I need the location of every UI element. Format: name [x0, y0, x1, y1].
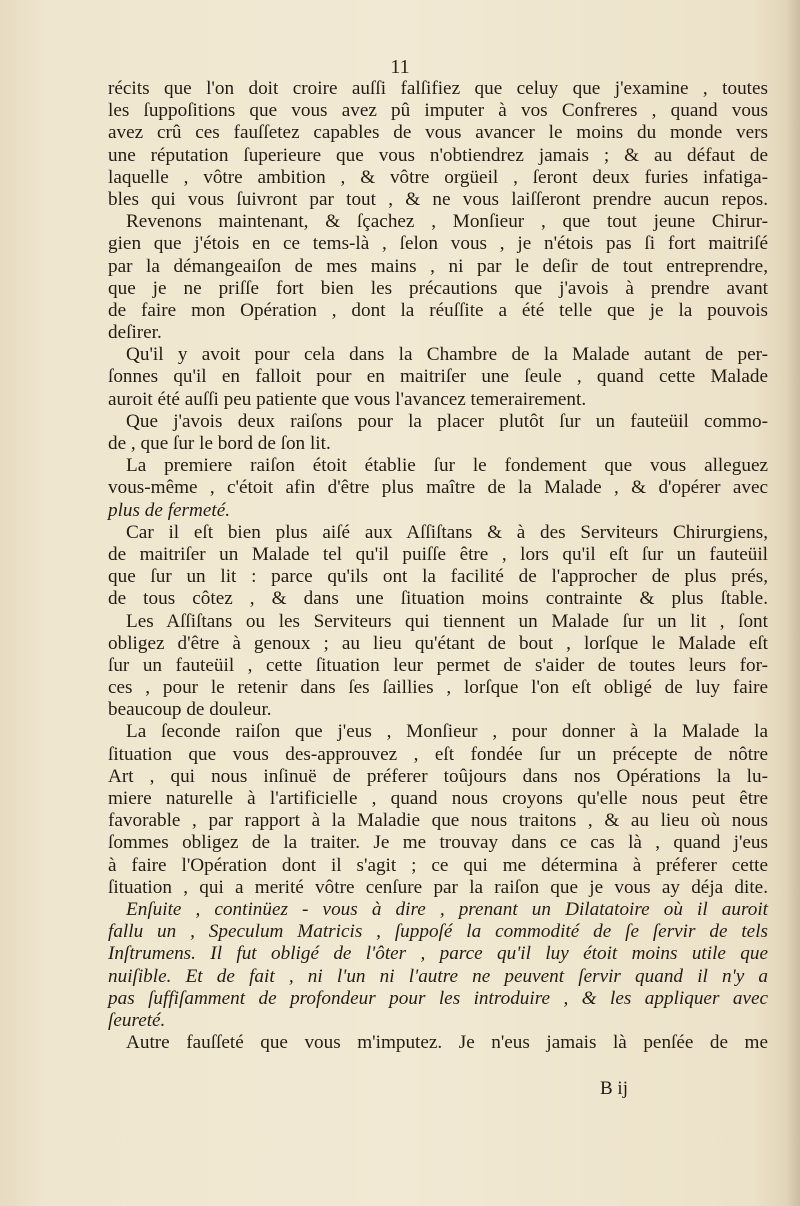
text-line: deſirer. [108, 322, 162, 344]
text-line: bles qui vous ſuivront par tout , & ne vous laiſſeront prendre aucun repos. [108, 188, 768, 210]
text-line: favorable , par rapport à la Maladie que nous traitons , & au lieu où nous [108, 810, 768, 832]
text-line: Les Aſſiſtans ou les Serviteurs qui tiennent un Malade ſur un lit , ſont [126, 610, 768, 632]
text-line: par la démangeaiſon de mes mains , ni par le deſir de tout entreprendre, [108, 255, 768, 277]
text-line: de tous côtez , & dans une ſituation moins contrainte & plus ſtable. [108, 588, 768, 610]
text-line: auroit été auſſi peu patiente que vous l'avancez temerairement. [108, 388, 587, 410]
text-line: Revenons maintenant, & ſçachez , Monſieur , que tout jeune Chirur- [126, 211, 768, 233]
text-line: ſur un fauteüil , cette ſituation leur permet de s'aider de toutes leurs for- [108, 654, 768, 676]
text-line: Qu'il y avoit pour cela dans la Chambre de la Malade autant de per- [126, 344, 768, 366]
text-line: ſituation , qui a merité vôtre cenſure par la raiſon que je vous ay déja dite. [108, 876, 768, 898]
text-line: vous-même , c'étoit afin d'être plus maître de la Malade , & d'opérer avec [108, 477, 768, 499]
text-line: Art , qui nous inſinuë de préferer toûjours dans nos Opérations la lu- [108, 765, 768, 787]
text-line: plus de fermeté. [108, 499, 231, 521]
text-line: nuiſible. Et de fait , ni l'un ni l'autre ne peuvent ſervir quand il n'y a [108, 965, 768, 987]
text-line: Car il eſt bien plus aiſé aux Aſſiſtans & à des Serviteurs Chirurgiens, [126, 521, 768, 543]
text-line: Autre fauſſeté que vous m'imputez. Je n'eus jamais là penſée de me [126, 1032, 768, 1054]
text-line: pas ſuffiſamment de profondeur pour les introduire , & les appliquer avec [108, 987, 768, 1009]
text-line: les ſuppoſitions que vous avez pû imputer à vos Confreres , quand vous [108, 100, 768, 122]
text-line: obligez d'être à genoux ; au lieu qu'étant de bout , lorſque le Malade eſt [108, 632, 768, 654]
page-number: 11 [390, 56, 410, 78]
text-line: gien que j'étois en ce tems-là , ſelon vous , je n'étois pas ſi fort maitriſé [108, 233, 768, 255]
signature-mark: B ij [600, 1078, 628, 1099]
text-line: de faire mon Opération , dont la réuſſite a été telle que je la pouvois [108, 299, 768, 321]
text-line: miere naturelle à l'artificielle , quand nous croyons qu'elle nous peut être [108, 788, 768, 809]
text-line: que je ne priſſe fort bien les précautions que j'avois à prendre avant [108, 277, 768, 299]
text-line: Inſtrumens. Il fut obligé de l'ôter , parce qu'il luy étoit moins utile que [108, 943, 768, 965]
text-line: ſituation que vous des-approuvez , eſt fondée ſur un précepte de nôtre [108, 743, 768, 765]
text-line: ſommes obligez de la traiter. Je me trouvay dans ce cas là , quand j'eus [108, 832, 768, 854]
text-line: fallu un , Speculum Matricis , ſuppoſé la commodité de ſe ſervir de tels [108, 921, 768, 943]
text-line: La premiere raiſon étoit établie ſur le fondement que vous alleguez [126, 455, 768, 477]
body-text [108, 78, 768, 1054]
text-line: à faire l'Opération dont il s'agit ; ce qui me détermina à préferer cette [108, 854, 768, 876]
text-line: La ſeconde raiſon que j'eus , Monſieur , pour donner à la Malade la [126, 721, 768, 743]
text-line: Que j'avois deux raiſons pour la placer plutôt ſur un fauteüil commo- [126, 410, 768, 432]
page-edge-shadow [786, 0, 800, 1206]
text-line: de maitriſer un Malade tel qu'il puiſſe être , lors qu'il eſt ſur un fauteüil [108, 543, 768, 565]
text-line: Enſuite , continüez - vous à dire , prenant un Dilatatoire où il auroit [126, 898, 768, 920]
text-line: ſeureté. [108, 1009, 166, 1031]
text-line: beaucoup de douleur. [108, 699, 272, 721]
text-line: ces , pour le retenir dans ſes ſaillies , lorſque l'on eſt obligé de luy faire [108, 677, 768, 699]
text-line: laquelle , vôtre ambition , & vôtre orgüeil , ſeront deux furies infatiga- [108, 166, 768, 188]
text-line: une réputation ſuperieure que vous n'obtiendrez jamais ; & au défaut de [108, 144, 768, 166]
text-line: de , que ſur le bord de ſon lit. [108, 433, 331, 454]
text-line: avez crû ces fauſſetez capables de vous avancer le moins du monde vers [108, 122, 768, 144]
text-line: ſonnes qu'il en falloit pour en maitriſer une ſeule , quand cette Malade [108, 366, 768, 388]
text-line: que ſur un lit : parce qu'ils ont la facilité de l'approcher de plus prés, [108, 566, 768, 588]
text-line: récits que l'on doit croire auſſi falſifiez que celuy que j'examine , toutes [108, 78, 768, 99]
